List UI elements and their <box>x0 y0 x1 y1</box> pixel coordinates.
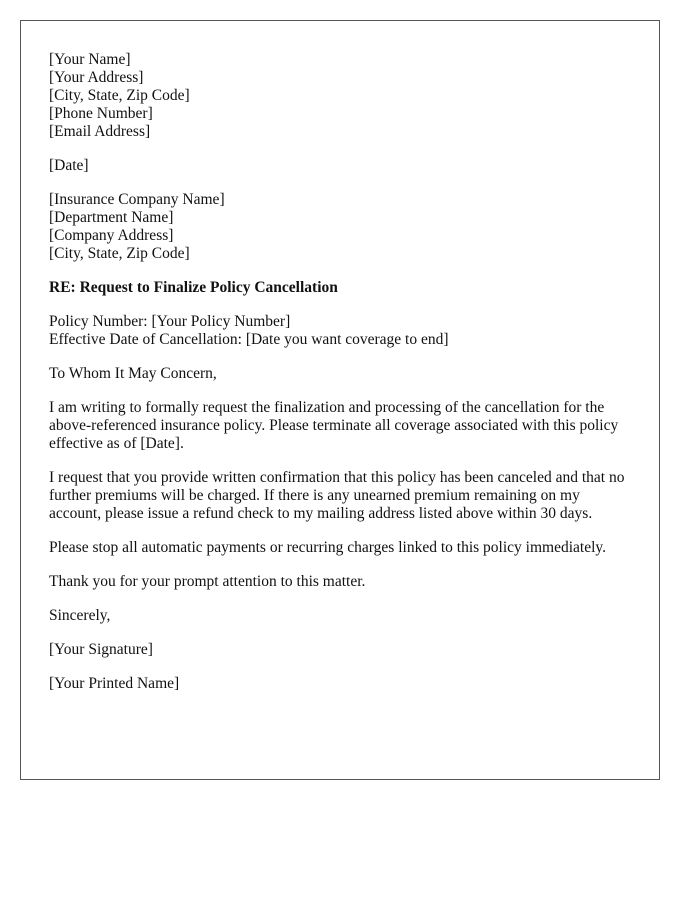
body-paragraph-4: Thank you for your prompt attention to this matter. <box>49 573 366 590</box>
closing: Sincerely, <box>49 607 111 624</box>
sender-address: [Your Address] <box>49 69 144 86</box>
letter-date: [Date] <box>49 157 89 174</box>
sender-name: [Your Name] <box>49 51 131 68</box>
body-paragraph-3: Please stop all automatic payments or recurring charges linked to this policy immediately. <box>49 539 606 556</box>
printed-name: [Your Printed Name] <box>49 675 180 692</box>
sender-phone: [Phone Number] <box>49 105 153 122</box>
recipient-city-state-zip: [City, State, Zip Code] <box>49 245 190 262</box>
policy-number: Policy Number: [Your Policy Number] <box>49 313 291 330</box>
body-paragraph-2: I request that you provide written confirmation that this policy has been canceled and that no further premiums will be charged. If there is any unearned premium remaining on my account, please issue a refund check to my mailing address listed above within 30 days. <box>49 469 625 522</box>
policy-details <box>49 313 631 349</box>
cancellation-effective-date: Effective Date of Cancellation: [Date you want coverage to end] <box>49 331 449 348</box>
subject-line: RE: Request to Finalize Policy Cancellation <box>49 279 338 296</box>
sender-block <box>49 51 631 141</box>
recipient-department: [Department Name] <box>49 209 174 226</box>
recipient-company: [Insurance Company Name] <box>49 191 225 208</box>
sender-city-state-zip: [City, State, Zip Code] <box>49 87 190 104</box>
recipient-address: [Company Address] <box>49 227 174 244</box>
salutation: To Whom It May Concern, <box>49 365 217 382</box>
date-block <box>49 157 631 175</box>
signature: [Your Signature] <box>49 641 153 658</box>
recipient-block <box>49 191 631 263</box>
body-paragraph-1: I am writing to formally request the finalization and processing of the cancellation for the above-referenced insurance policy. Please terminate all coverage associated with this policy effective as of [Date]. <box>49 399 619 452</box>
letter-page <box>20 20 660 780</box>
sender-email: [Email Address] <box>49 123 151 140</box>
